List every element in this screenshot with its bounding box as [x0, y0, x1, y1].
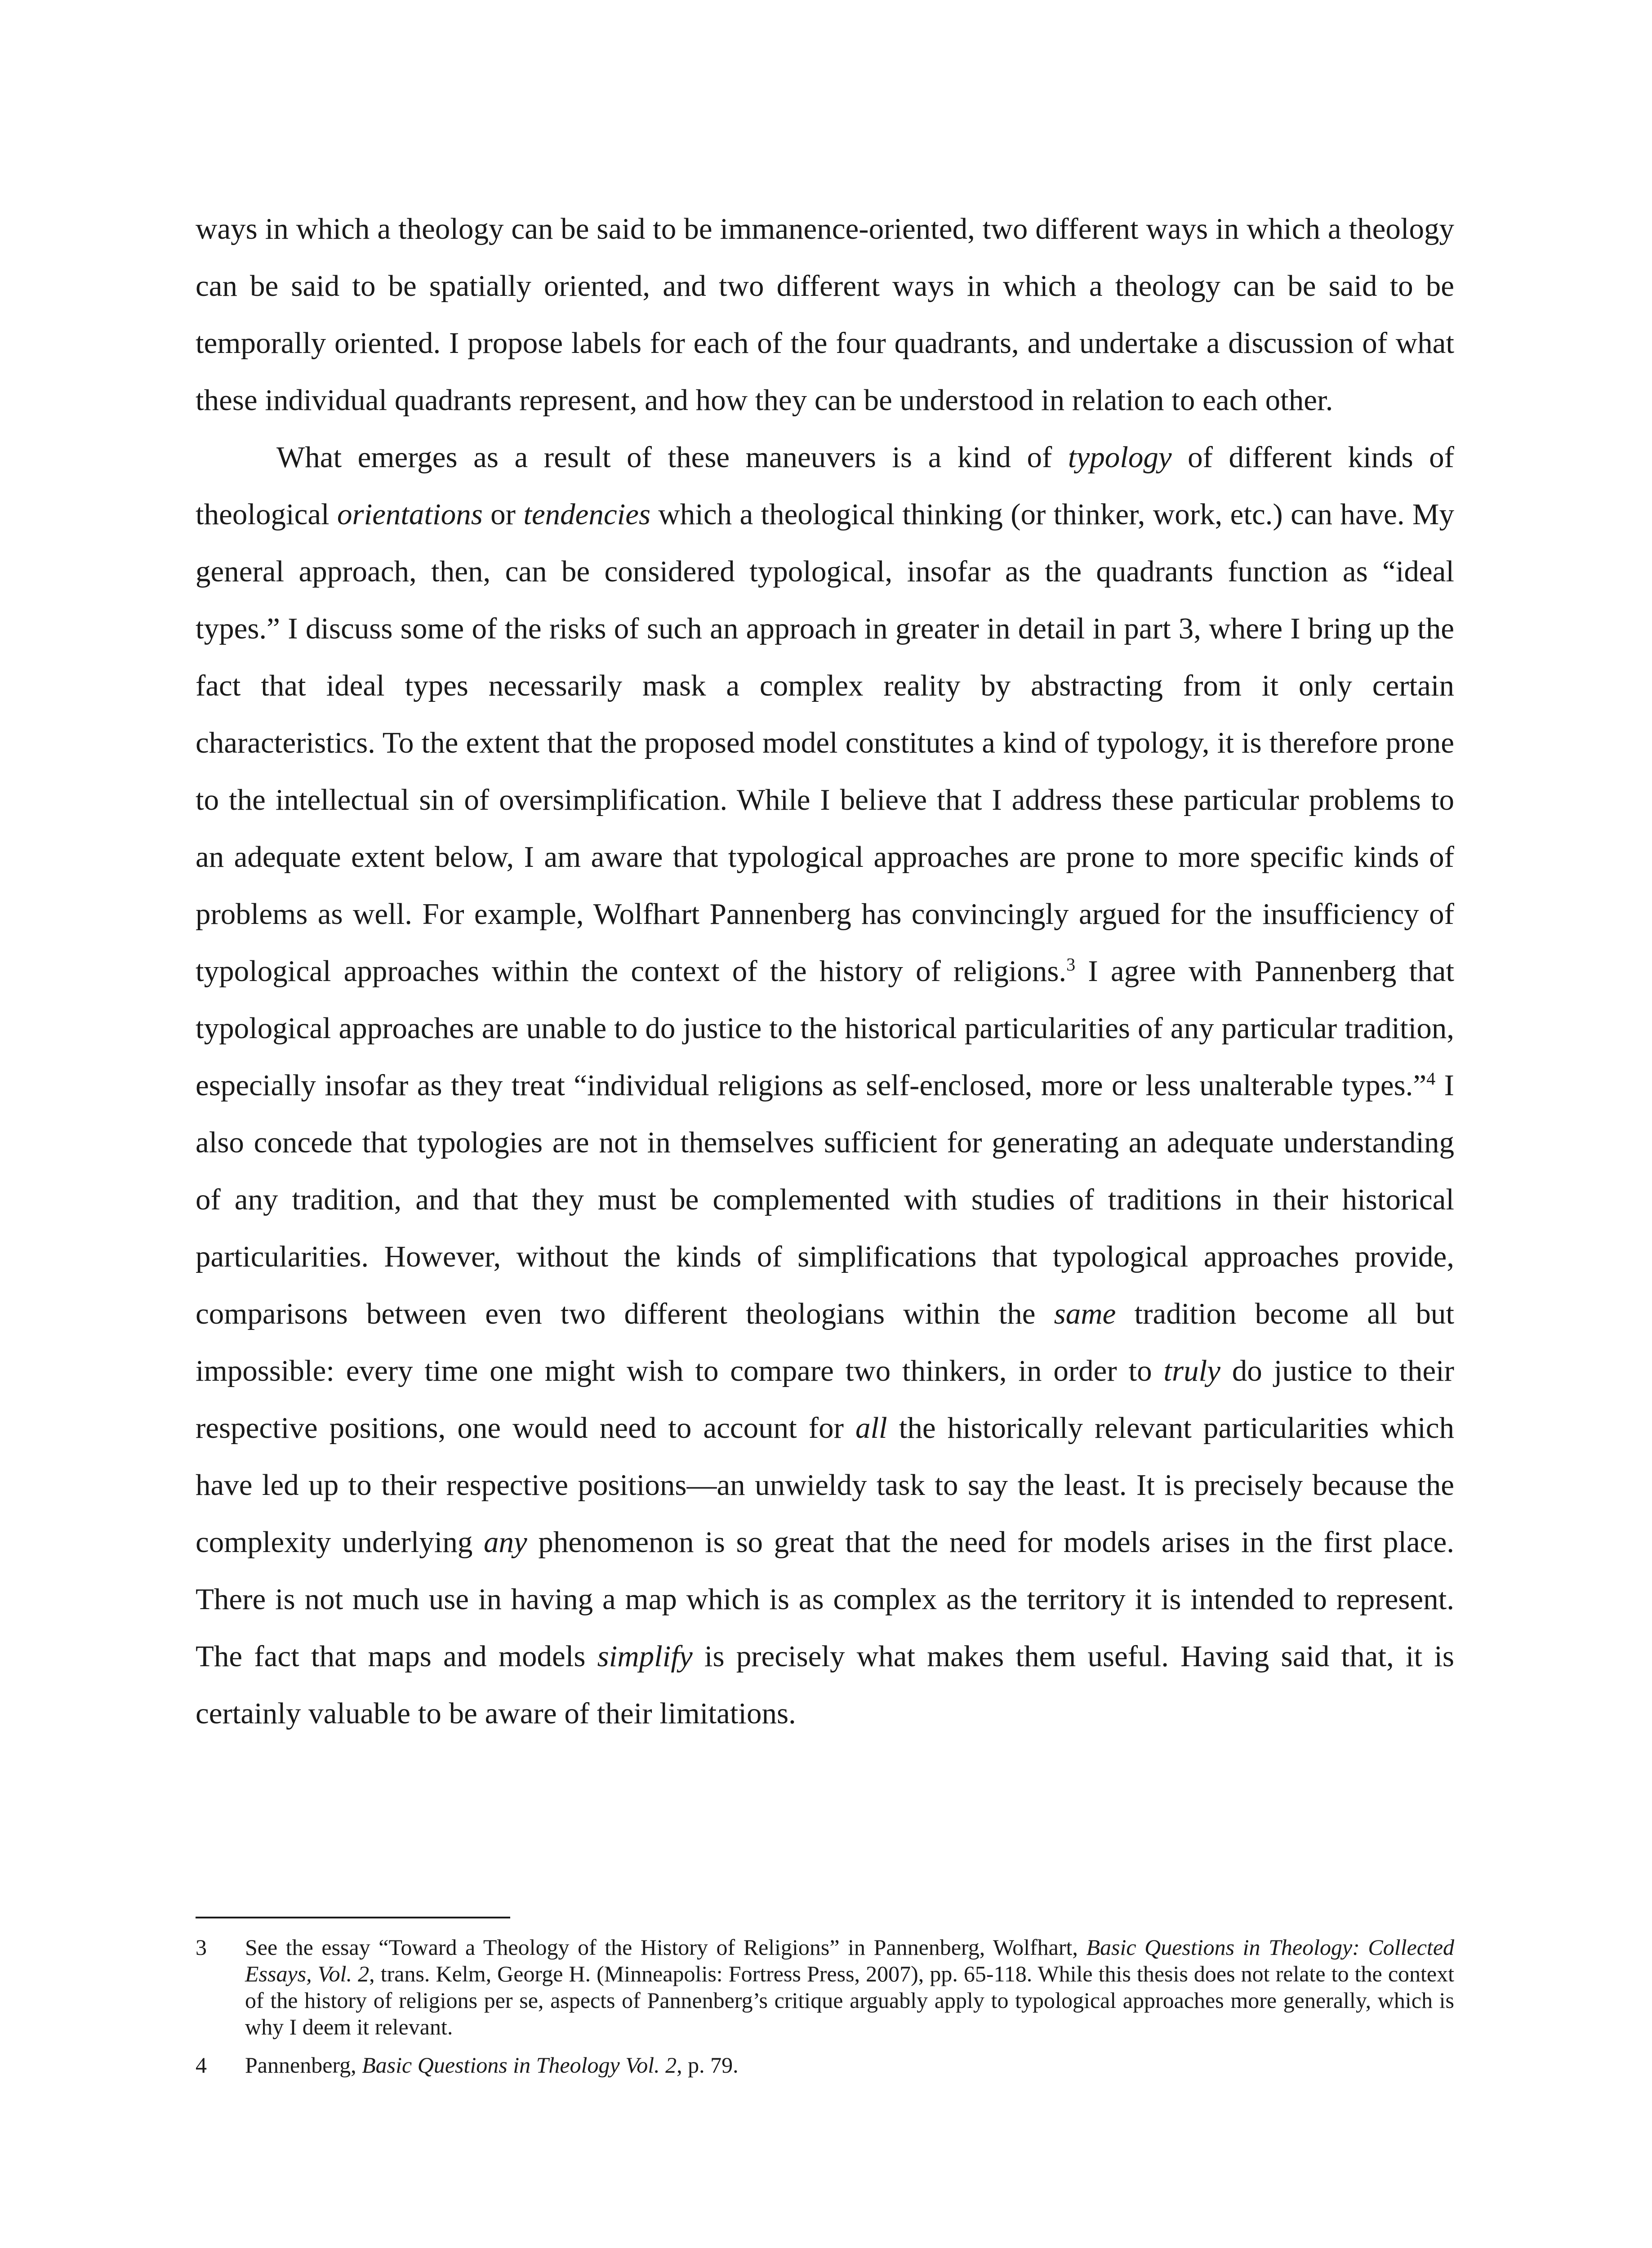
text-span: I also concede that typologies are not in themselves sufficient for generating an adequate understanding of any tradition, and that they must be complemented with studies of traditions in their historical particularities. However, without the kinds of simplifications that typological approaches provide, comparisons between even two different theologians within the — [196, 1069, 1454, 1330]
footnote-number: 3 — [196, 1935, 207, 1960]
text-span: tradition become all but impossible: every time one might wish to compare two thinkers, in order to — [196, 1297, 1454, 1387]
text-span: is precisely what makes them useful. Having said that, it is certainly valuable to be aware of their limitations. — [196, 1640, 1454, 1730]
italic-text: orientations — [337, 498, 483, 531]
footnotes — [196, 1934, 1454, 2090]
italic-text: Basic Questions in Theology Vol. 2 — [362, 2052, 677, 2078]
text-span: , p. 79. — [677, 2052, 739, 2078]
text-span: I agree with Pannenberg that typological approaches are unable to do justice to the historical particularities of any particular tradition, especially insofar as they treat “individual religions as self-enclosed, more or less unalterable types.” — [196, 955, 1454, 1102]
footnote-separator — [196, 1917, 510, 1918]
italic-text: simplify — [597, 1640, 693, 1673]
text-span: of different kinds of theological — [196, 441, 1454, 531]
italic-text: tendencies — [523, 498, 651, 531]
italic-text: all — [855, 1411, 887, 1445]
body-text — [196, 201, 1454, 1742]
text-span: Pannenberg, — [245, 2052, 362, 2078]
footnote-number: 4 — [196, 2052, 207, 2078]
footnote-text — [245, 1934, 1454, 2040]
footnote-text — [245, 2052, 1454, 2079]
footnote-3 — [196, 1934, 1454, 2040]
text-span: the historically relevant particularities which have led up to their respective positions—an unwieldy task to say the least. It is precisely because the complexity underlying — [196, 1411, 1454, 1559]
text-span: phenomenon is so great that the need for models arises in the first place. There is not much use in having a map which is as complex as the territory it is intended to represent. The fact that maps and models — [196, 1525, 1454, 1673]
footnote-4 — [196, 2052, 1454, 2079]
italic-text: any — [484, 1525, 527, 1559]
text-span: which a theological thinking (or thinker, work, etc.) can have. My general approach, then, can be considered typological, insofar as the quadrants function as “ideal types.” I discuss some of the risks of such an approach in greater in detail in part 3, where I bring up the fact that ideal types necessarily mask a complex reality by abstracting from it only certain characteristics. To the extent that the proposed model constitutes a kind of typology, it is therefore prone to the intellectual sin of oversimplification. While I believe that I address these particular problems to an adequate extent below, I am aware that typological approaches are prone to more specific kinds of problems as well. For example, Wolfhart Pannenberg has convincingly argued for the insufficiency of typological approaches within the context of the history of religions. — [196, 498, 1454, 988]
italic-text: typology — [1068, 441, 1172, 474]
paragraph-1: ways in which a theology can be said to be immanence-oriented, two different ways in which a theology can be said to be spatially oriented, and two different ways in which a theology can be said to be temporally oriented. I propose labels for each of the four quadrants, and undertake a discussion of what these individual quadrants represent, and how they can be understood in relation to each other. — [196, 212, 1454, 417]
paragraph-2 — [196, 429, 1454, 1742]
italic-text: Basic Questions in Theology: Collected Essays, Vol. 2 — [245, 1935, 1455, 1986]
text-span: or — [482, 498, 524, 531]
footnote-reference[interactable]: 3 — [1066, 954, 1076, 975]
footnote-reference[interactable]: 4 — [1426, 1068, 1436, 1089]
text-span: do justice to their respective positions, one would need to account for — [196, 1354, 1454, 1445]
text-span: See the essay “Toward a Theology of the History of Religions” in Pannenberg, Wolfhart, — [245, 1935, 1086, 1960]
italic-text: truly — [1163, 1354, 1220, 1387]
text-span: What emerges as a result of these maneuvers is a kind of — [276, 441, 1068, 474]
text-span: , trans. Kelm, George H. (Minneapolis: Fortress Press, 2007), pp. 65-118. While this thesis does not relate to the context of the history of religions per se, aspects of Pannenberg’s critique arguably apply to typological approaches more generally, which is why I deem it relevant. — [245, 1961, 1454, 2039]
italic-text: same — [1054, 1297, 1116, 1330]
